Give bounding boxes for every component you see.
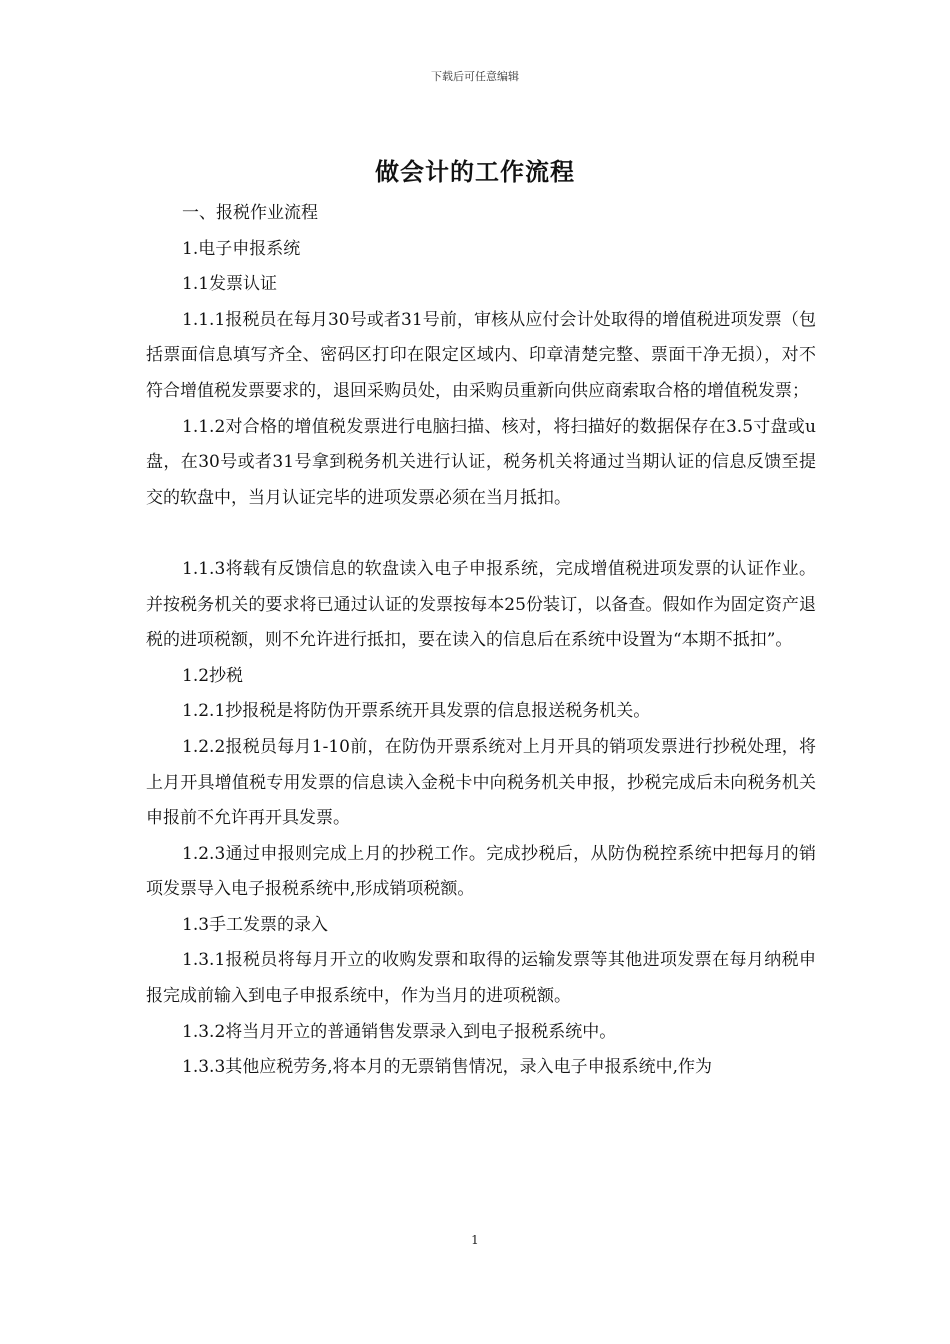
- subsection-heading: 1.3手工发票的录入: [182, 914, 329, 935]
- page-header-note: 下载后可任意编辑: [431, 70, 519, 83]
- document-title: 做会计的工作流程: [375, 158, 575, 186]
- body-paragraph: 1.2.1抄报税是将防伪开票系统开具发票的信息报送税务机关。: [182, 701, 651, 722]
- body-paragraph: 1.1.2对合格的增值税发票进行电脑扫描、核对，将扫描好的数据保存在3.5寸盘或u盘，在30号或者31号拿到税务机关进行认证，税务机关将通过当期认证的信息反馈至提交的软盘中，当月认证完毕的进项发票必须在当月抵扣。: [146, 416, 816, 508]
- body-paragraph: 1.3.3其他应税劳务,将本月的无票销售情况，录入电子申报系统中,作为: [182, 1057, 713, 1078]
- body-paragraph: 1.2.2报税员每月1-10前，在防伪开票系统对上月开具的销项发票进行抄税处理，将上月开具增值税专用发票的信息读入金税卡中向税务机关申报，抄税完成后未向税务机关申报前不允许再开具发票。: [146, 736, 816, 829]
- subsection-heading: 1.2抄税: [182, 665, 244, 686]
- document-body: [146, 196, 816, 1086]
- body-paragraph: 1.1.3将载有反馈信息的软盘读入电子申报系统，完成增值税进项发票的认证作业。并按税务机关的要求将已通过认证的发票按每本25份装订，以备查。假如作为固定资产退税的进项税额，则不允许进行抵扣，要在读入的信息后在系统中设置为“本期不抵扣”。: [146, 558, 816, 651]
- page-number: 1: [471, 1233, 479, 1247]
- section-heading: 一、报税作业流程: [182, 203, 318, 223]
- body-paragraph: 1.3.1报税员将每月开立的收购发票和取得的运输发票等其他进项发票在每月纳税申报完成前输入到电子申报系统中，作为当月的进项税额。: [146, 950, 816, 1007]
- subsection-heading: 1.电子申报系统: [182, 238, 301, 259]
- subsection-heading: 1.1发票认证: [182, 274, 278, 295]
- body-paragraph: 1.3.2将当月开立的普通销售发票录入到电子报税系统中。: [182, 1021, 617, 1042]
- paragraph-spacer: [146, 516, 816, 552]
- body-paragraph: 1.2.3通过申报则完成上月的抄税工作。完成抄税后，从防伪税控系统中把每月的销项发票导入电子报税系统中,形成销项税额。: [146, 843, 816, 900]
- body-paragraph: 1.1.1报税员在每月30号或者31号前，审核从应付会计处取得的增值税进项发票（包括票面信息填写齐全、密码区打印在限定区域内、印章清楚完整、票面干净无损），对不符合增值税发票要求的，退回采购员处，由采购员重新向供应商索取合格的增值税发票；: [146, 309, 816, 401]
